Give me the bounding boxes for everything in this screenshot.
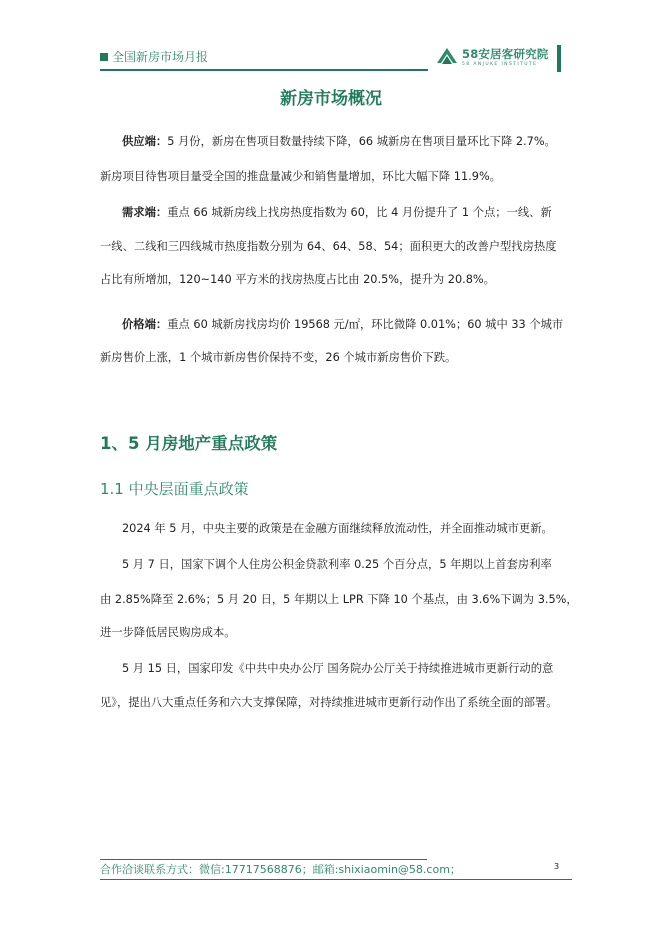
price-label: 价格端：: [122, 318, 168, 331]
footer-divider-top: [100, 859, 427, 860]
supply-label: 供应端：: [122, 135, 168, 148]
house-logo-icon: [436, 47, 458, 67]
report-title: 全国新房市场月报: [112, 50, 209, 64]
header-vertical-bar: [557, 45, 561, 72]
policy-paragraph-2-line-2: 由 2.85%降至 2.6%；5 月 20 日，5 年期以上 LPR 下降 10 个基点，由 3.6%下调为 3.5%，: [100, 593, 578, 606]
policy-paragraph-3-line-2: 见》，提出八大重点任务和六大支撑保障，对持续推进城市更新行动作出了系统全面的部署。: [100, 696, 558, 709]
demand-line-3: 占比有所增加，120~140 平方米的找房热度占比由 20.5%，提升为 20.8%。: [100, 273, 495, 286]
page-number: 3: [554, 862, 560, 871]
subsection-heading: 1.1 中央层面重点政策: [100, 480, 249, 498]
demand-line-2: 一线、二线和三四线城市热度指数分别为 64、64、58、54；面积更大的改善户型找房热度: [100, 240, 557, 253]
report-header: [100, 49, 208, 65]
page-title: 新房市场概况: [280, 89, 382, 109]
institute-logo: [436, 44, 554, 74]
supply-line-1: 供应端：5 月份，新房在售项目数量持续下降，66 城新房在售项目量环比下降 2.7%。: [122, 135, 556, 148]
supply-line-2: 新房项目待售项目量受全国的推盘量减少和销售量增加，环比大幅下降 11.9%。: [100, 170, 501, 183]
policy-paragraph-3-line-1: 5 月 15 日，国家印发《中共中央办公厅 国务院办公厅关于持续推进城市更新行动的意: [122, 662, 554, 675]
price-line-1: 价格端：重点 60 城新房找房均价 19568 元/㎡，环比微降 0.01%；60 城中 33 个城市: [122, 318, 564, 331]
demand-line-1: 需求端：重点 66 城新房线上找房热度指数为 60，比 4 月份提升了 1 个点；一线、新: [122, 206, 552, 219]
header-square-icon: [100, 53, 108, 61]
footer-contact: 合作洽谈联系方式：微信:17717568876；邮箱:shixiaomin@58.com；: [100, 863, 461, 876]
policy-paragraph-1: 2024 年 5 月，中央主要的政策是在金融方面继续释放流动性，并全面推动城市更新。: [122, 522, 553, 535]
logo-chinese-name: 58安居客研究院: [462, 47, 549, 61]
header-divider: [100, 69, 428, 71]
logo-english-name: 58 ANJUKE INSTITUTE: [462, 62, 538, 67]
policy-paragraph-2-line-3: 进一步降低居民购房成本。: [100, 626, 236, 639]
demand-label: 需求端：: [122, 206, 168, 219]
section-heading: 1、5 月房地产重点政策: [100, 434, 278, 453]
policy-paragraph-2-line-1: 5 月 7 日，国家下调个人住房公积金贷款利率 0.25 个百分点，5 年期以上首套房利率: [122, 558, 552, 571]
price-line-2: 新房售价上涨，1 个城市新房售价保持不变，26 个城市新房售价下跌。: [100, 351, 457, 364]
footer-divider-bottom: [100, 879, 572, 880]
